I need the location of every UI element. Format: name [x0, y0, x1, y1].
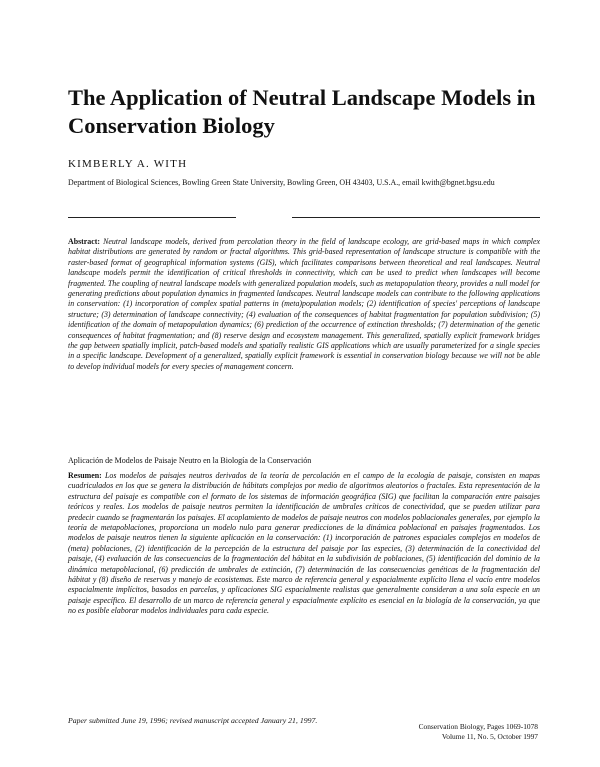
- abstract-text: Neutral landscape models, derived from percolation theory in the field of landscape ecology, are grid-based maps in which complex habitat distributions are generated by random or fractal algorithms. This grid-based representation of landscape structure is compatible with the raster-based format of geographical information systems (GIS), which facilitates comparisons between theoretical and real landscapes. Neutral landscape models permit the identification of critical thresholds in connectivity, which can be used to predict when landscapes will become fragmented. The coupling of neutral landscape models with generalized population models, such as metapopulation theory, provides a null model for generating predictions about population dynamics in fragmented landscapes. Neutral landscape models can contribute to the following applications in conservation: (1) incorporation of complex spatial patterns in (meta)population models; (2) identification of species' perceptions of landscape structure; (3) determination of landscape connectivity; (4) evaluation of the consequences of habitat fragmentation for population subdivision; (5) identification of the domain of metapopulation dynamics; (6) prediction of the occurrence of extinction thresholds; (7) determination of the genetic consequences of habitat fragmentation; and (8) reserve design and ecosystem management. This generalized, spatially explicit framework bridges the gap between spatially implicit, patch-based models and spatially realistic GIS applications which are usually parameterized for a single species in a specific landscape. Development of a generalized, spatially explicit framework is essential in conservation biology because we will not be able to develop individual models for every species of management concern.: [68, 237, 540, 371]
- journal-line-1: Conservation Biology, Pages 1069-1078: [418, 722, 538, 731]
- journal-line-2: Volume 11, No. 5, October 1997: [441, 732, 538, 741]
- author-affiliation: Department of Biological Sciences, Bowling Green State University, Bowling Green, OH 43403, U.S.A., email kwith@bgnet.bgsu.edu: [68, 178, 495, 187]
- section-divider-right: [292, 217, 540, 218]
- submission-footnote: Paper submitted June 19, 1996; revised manuscript accepted January 21, 1997.: [68, 716, 318, 725]
- paper-title: The Application of Neutral Landscape Models in Conservation Biology: [68, 85, 536, 138]
- abstract-spanish: [68, 471, 540, 617]
- spanish-abstract-title: Aplicación de Modelos de Paisaje Neutro en la Biología de la Conservación: [68, 456, 312, 465]
- section-divider-left: [68, 217, 236, 218]
- journal-citation: [378, 722, 538, 742]
- resumen-text: Los modelos de paisajes neutros derivados de la teoría de percolación en el campo de la ecología de paisaje, consisten en mapas cuadriculados en los que se genera la distribución de hábitats complejos por medio de algoritmos aleatorios o fractales. Esta representación de la estructura del paisaje es compatible con el formato de los sistemas de información geográfica (SIG) que facilitan la comparación entre paisajes teóricos y reales. Los modelos de paisaje neutros permiten la identificación de umbrales críticos de conectividad, que se pueden utilizar para predecir cuando se fragmentarán los paisajes. El acoplamiento de modelos de paisaje neutros con modelos poblacionales generales, por ejemplo la teoría de metapoblaciones, proporciona un modelo nulo para generar predicciones de la dinámica poblacional en paisajes fragmentados. Los modelos de paisaje neutros tienen la siguiente aplicación en la conservación: (1) incorporación de patrones espaciales complejos en modelos de (meta) poblaciones, (2) identificación de la percepción de la estructura del paisaje por las especies, (3) determinación de la conectividad del paisaje, (4) evaluación de las consecuencias de la fragmentación del hábitat en la subdivisión de poblaciones, (5) identificación del dominio de la dinámica metapoblacional, (6) predicción de umbrales de extinción, (7) determinación de las consecuencias genéticas de la fragmentación del hábitat y (8) diseño de reservas y manejo de ecosistemas. Este marco de referencia general y espacialmente explícito llena el vacío entre modelos espacialmente implícitos, basados en parcelas, y aplicaciones SIG espacialmente realistas que generalmente consideran a una sola especie en un paisaje específico. El desarrollo de un marco de referencia general y espacialmente explícito es esencial en la biología de la conservación, ya que no es posible elaborar modelos individuales para cada especie.: [68, 471, 540, 616]
- author-name: KIMBERLY A. WITH: [68, 158, 188, 170]
- abstract-label: Abstract:: [68, 237, 100, 246]
- abstract-english: [68, 237, 540, 372]
- resumen-label: Resumen:: [68, 471, 102, 480]
